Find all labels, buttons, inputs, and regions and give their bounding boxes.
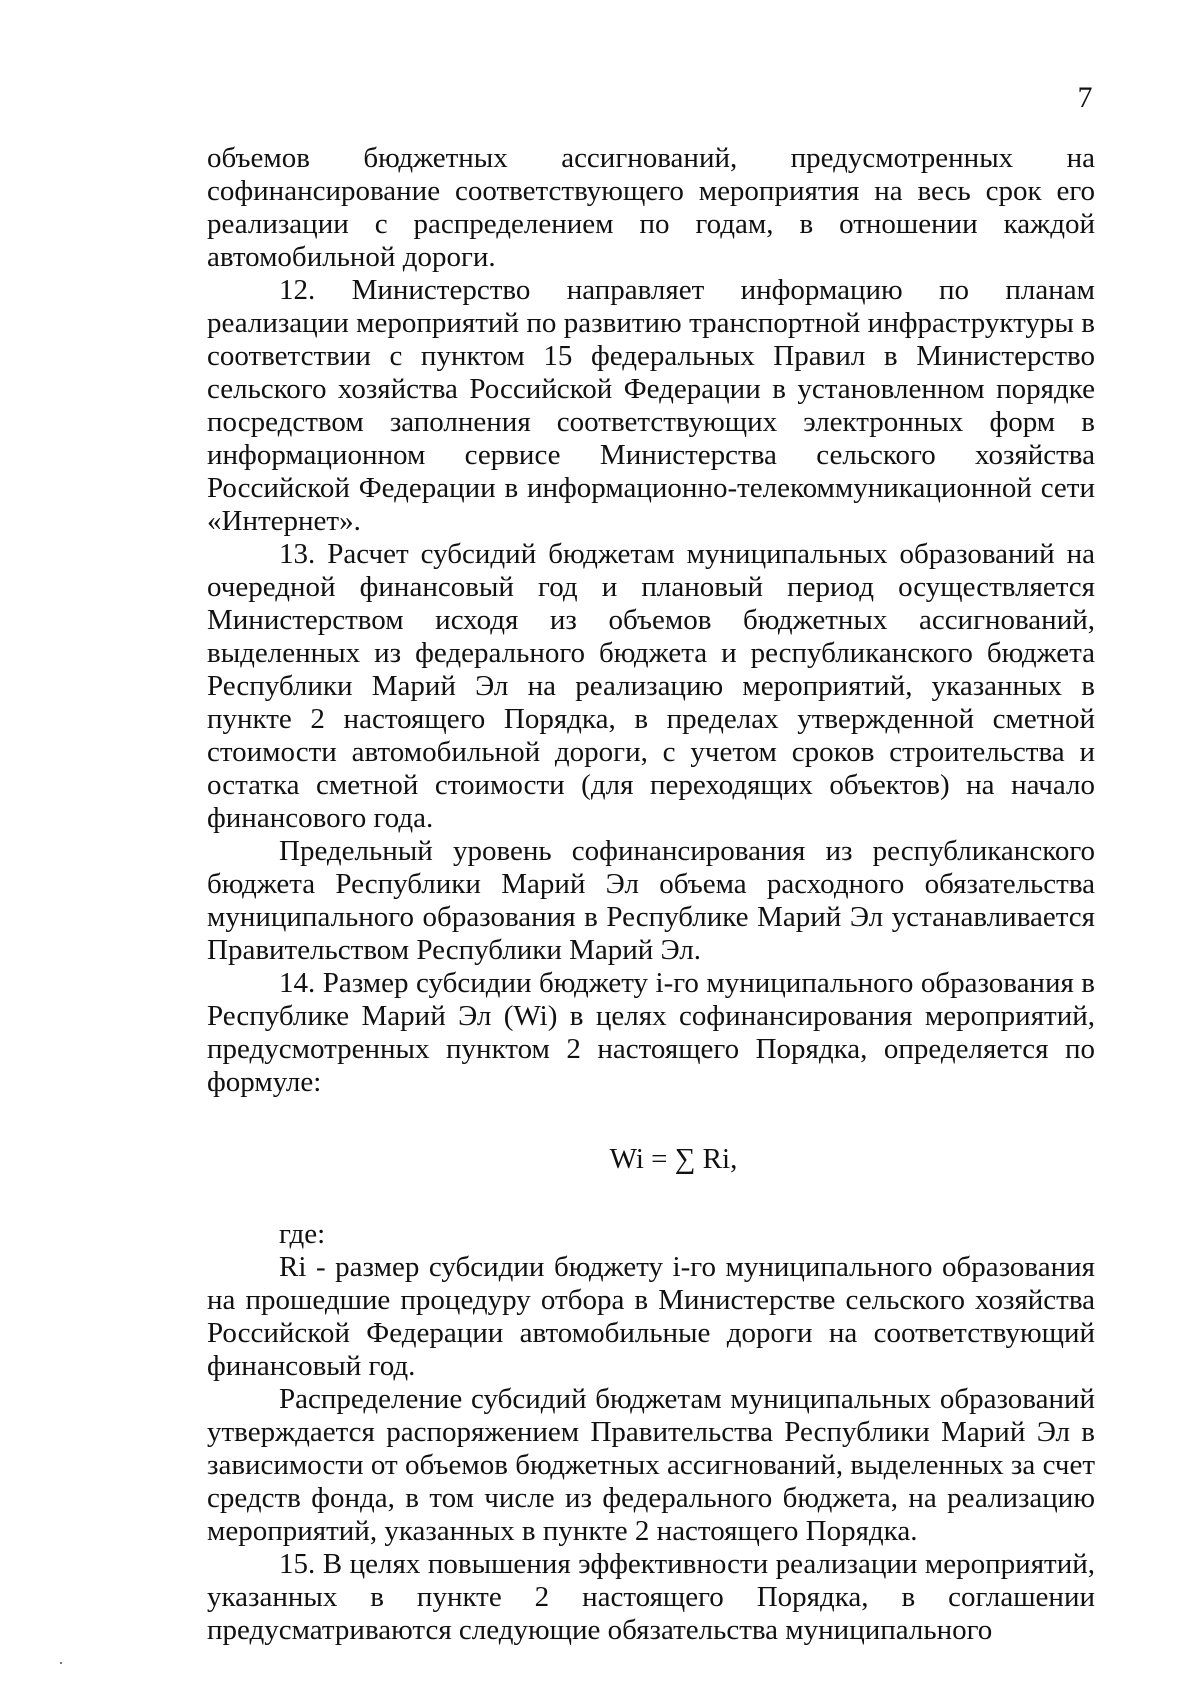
paragraph-14: 14. Размер субсидии бюджету i-го муниципального образования в Республике Марий Эл (Wi) в целях софинансирования мероприятий, предусмотренных пунктом 2 настоящего Порядка, определяется по формуле: — [207, 967, 1095, 1098]
paragraph-13: 13. Расчет субсидий бюджетам муниципальных образований на очередной финансовый год и плановый период осуществляется Министерством исходя из объемов бюджетных ассигнований, выделенных из федерального бюджета и республиканского бюджета Республики Марий Эл на реализацию мероприятий, указанных в пункте 2 настоящего Порядка, в пределах утвержденной сметной стоимости автомобильной дороги, с учетом сроков строительства и остатка сметной стоимости (для переходящих объектов) на начало финансового года. — [207, 538, 1095, 834]
page-number: 7 — [1077, 81, 1093, 114]
where-label: где: — [279, 1218, 326, 1250]
document-body — [207, 142, 1095, 1647]
paragraph-ri-definition: Ri - размер субсидии бюджету i-го муниципального образования на прошедшие процедуру отбора в Министерстве сельского хозяйства Российской Федерации автомобильные дороги на соответствующий финансовый год. — [207, 1251, 1095, 1382]
paragraph-distribution: Распределение субсидий бюджетам муниципальных образований утверждается распоряжением Правительства Республики Марий Эл в зависимости от объемов бюджетных ассигнований, выделенных за счет средств фонда, в том числе из федерального бюджета, на реализацию мероприятий, указанных в пункте 2 настоящего Порядка. — [207, 1383, 1095, 1547]
scan-speck — [60, 1662, 62, 1664]
formula: Wi = ∑ Ri, — [609, 1143, 738, 1175]
paragraph-continuation: объемов бюджетных ассигнований, предусмотренных на софинансирование соответствующего мероприятия на весь срок его реализации с распределением по годам, в отношении каждой автомобильной дороги. — [207, 142, 1095, 273]
paragraph-cofinancing-level: Предельный уровень софинансирования из республиканского бюджета Республики Марий Эл объема расходного обязательства муниципального образования в Республике Марий Эл устанавливается Правительством Республики Марий Эл. — [207, 835, 1095, 966]
paragraph-12: 12. Министерство направляет информацию по планам реализации мероприятий по развитию транспортной инфраструктуры в соответствии с пунктом 15 федеральных Правил в Министерство сельского хозяйства Российской Федерации в установленном порядке посредством заполнения соответствующих электронных форм в информационном сервисе Министерства сельского хозяйства Российской Федерации в информационно-телекоммуникационной сети «Интернет». — [207, 274, 1095, 537]
paragraph-15: 15. В целях повышения эффективности реализации мероприятий, указанных в пункте 2 настоящего Порядка, в соглашении предусматриваются следующие обязательства муниципального — [207, 1548, 1095, 1646]
